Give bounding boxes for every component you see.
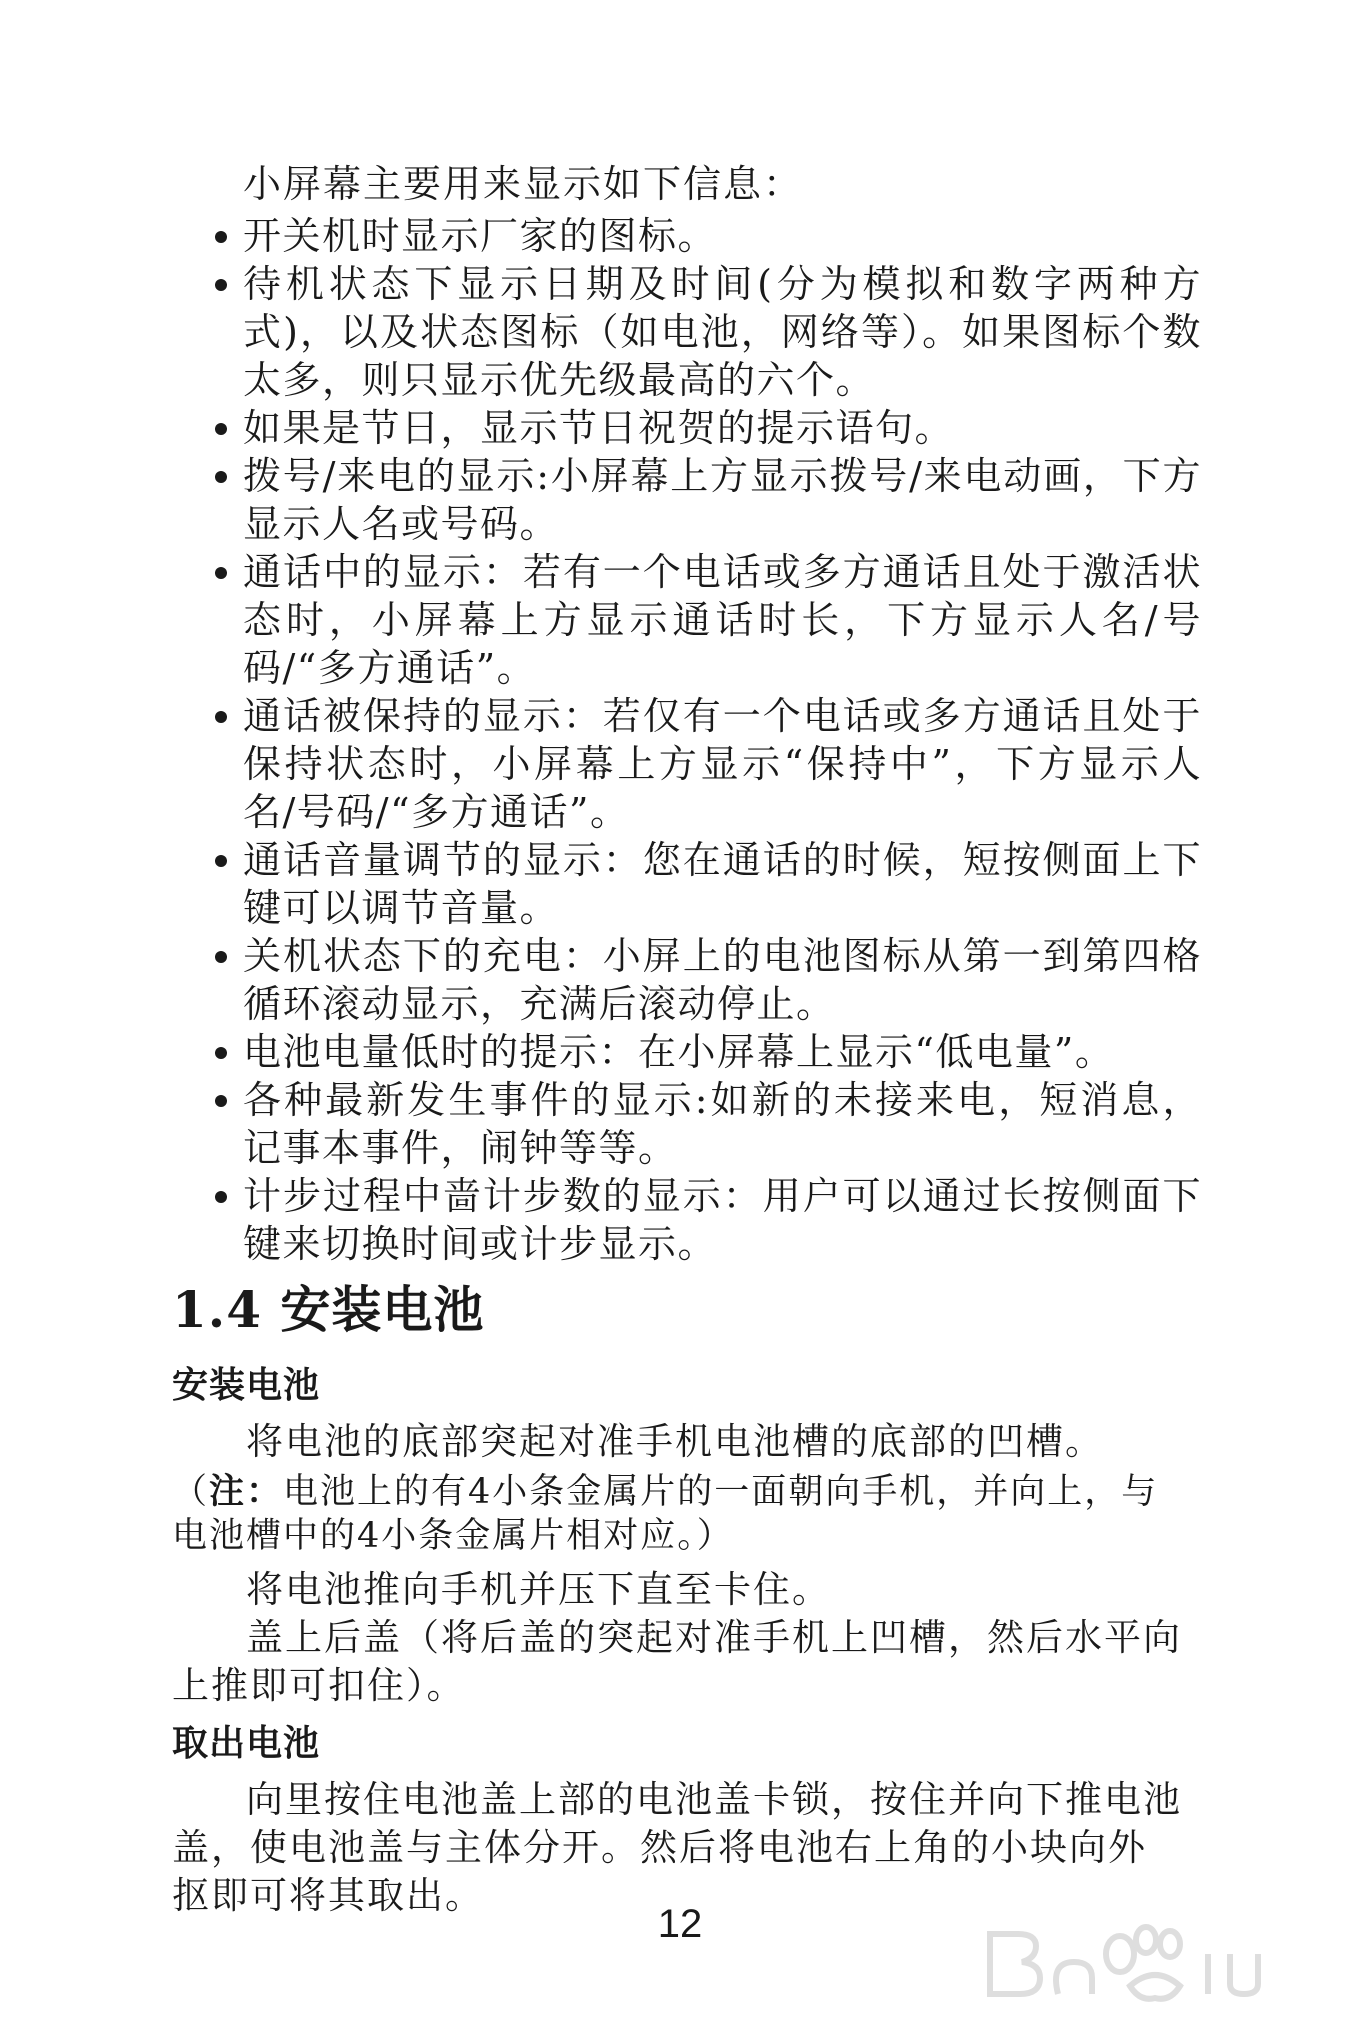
intro-text: 小屏幕主要用来显示如下信息： <box>243 162 804 206</box>
list-item: 开关机时显示厂家的图标。 <box>212 212 1202 260</box>
list-item: 关机状态下的充电：小屏上的电池图标从第一到第四格循环滚动显示，充满后滚动停止。 <box>212 932 1202 1028</box>
page-number: 12 <box>657 1902 703 1946</box>
bullet-icon <box>215 279 227 291</box>
list-item: 通话音量调节的显示：您在通话的时候，短按侧面上下键可以调节音量。 <box>212 836 1202 932</box>
remove-battery-heading: 取出电池 <box>172 1722 321 1764</box>
list-item: 如果是节日，显示节日祝贺的提示语句。 <box>212 404 1202 452</box>
bullet-icon <box>215 711 227 723</box>
remove-battery-text: 向里按住电池盖上部的电池盖卡锁，按住并向下推电池盖，使电池盖与主体分开。然后将电池右上角的小块向外抠即可将其取出。 <box>172 1778 1182 1917</box>
install-step-1: 将电池的底部突起对准手机电池槽的底部的凹槽。 <box>246 1420 1104 1463</box>
bullet-icon <box>215 1095 227 1107</box>
bullet-icon <box>215 231 227 243</box>
bullet-icon <box>215 423 227 435</box>
install-step-3: 盖上后盖（将后盖的突起对准手机上凹槽，然后水平向上推即可扣住）。 <box>172 1616 1182 1707</box>
bullet-icon <box>215 951 227 963</box>
install-step-2: 将电池推向手机并压下直至卡住。 <box>246 1568 831 1611</box>
list-item: 拨号/来电的显示:小屏幕上方显示拨号/来电动画，下方显示人名或号码。 <box>212 452 1202 548</box>
bullet-icon <box>215 567 227 579</box>
paw-watermark-icon <box>970 1894 1300 2014</box>
bullet-icon <box>215 471 227 483</box>
list-item: 通话中的显示：若有一个电话或多方通话且处于激活状态时，小屏幕上方显示通话时长，下方显示人名/号码/“多方通话”。 <box>212 548 1202 692</box>
list-item: 待机状态下显示日期及时间(分为模拟和数字两种方式)，以及状态图标（如电池，网络等）。如果图标个数太多，则只显示优先级最高的六个。 <box>212 260 1202 404</box>
list-item: 各种最新发生事件的显示:如新的未接来电，短消息，记事本事件，闹钟等等。 <box>212 1076 1202 1172</box>
watermark-logo-icon <box>970 1894 1300 2014</box>
bullet-icon <box>215 855 227 867</box>
list-item: 通话被保持的显示：若仅有一个电话或多方通话且处于保持状态时，小屏幕上方显示“保持中”，下方显示人名/号码/“多方通话”。 <box>212 692 1202 836</box>
bullet-icon <box>215 1047 227 1059</box>
install-note: （注：电池上的有4小条金属片的一面朝向手机，并向上，与电池槽中的4小条金属片相对应。） <box>172 1471 1159 1556</box>
list-item: 计步过程中啬计步数的显示：用户可以通过长按侧面下键来切换时间或计步显示。 <box>212 1172 1202 1268</box>
install-battery-heading: 安装电池 <box>172 1364 321 1406</box>
section-title: 1.4 安装电池 <box>172 1280 485 1339</box>
bullet-icon <box>215 1191 227 1203</box>
note-label: 注： <box>209 1471 284 1512</box>
display-info-list <box>212 212 1202 1268</box>
list-item: 电池电量低时的提示：在小屏幕上显示“低电量”。 <box>212 1028 1202 1076</box>
